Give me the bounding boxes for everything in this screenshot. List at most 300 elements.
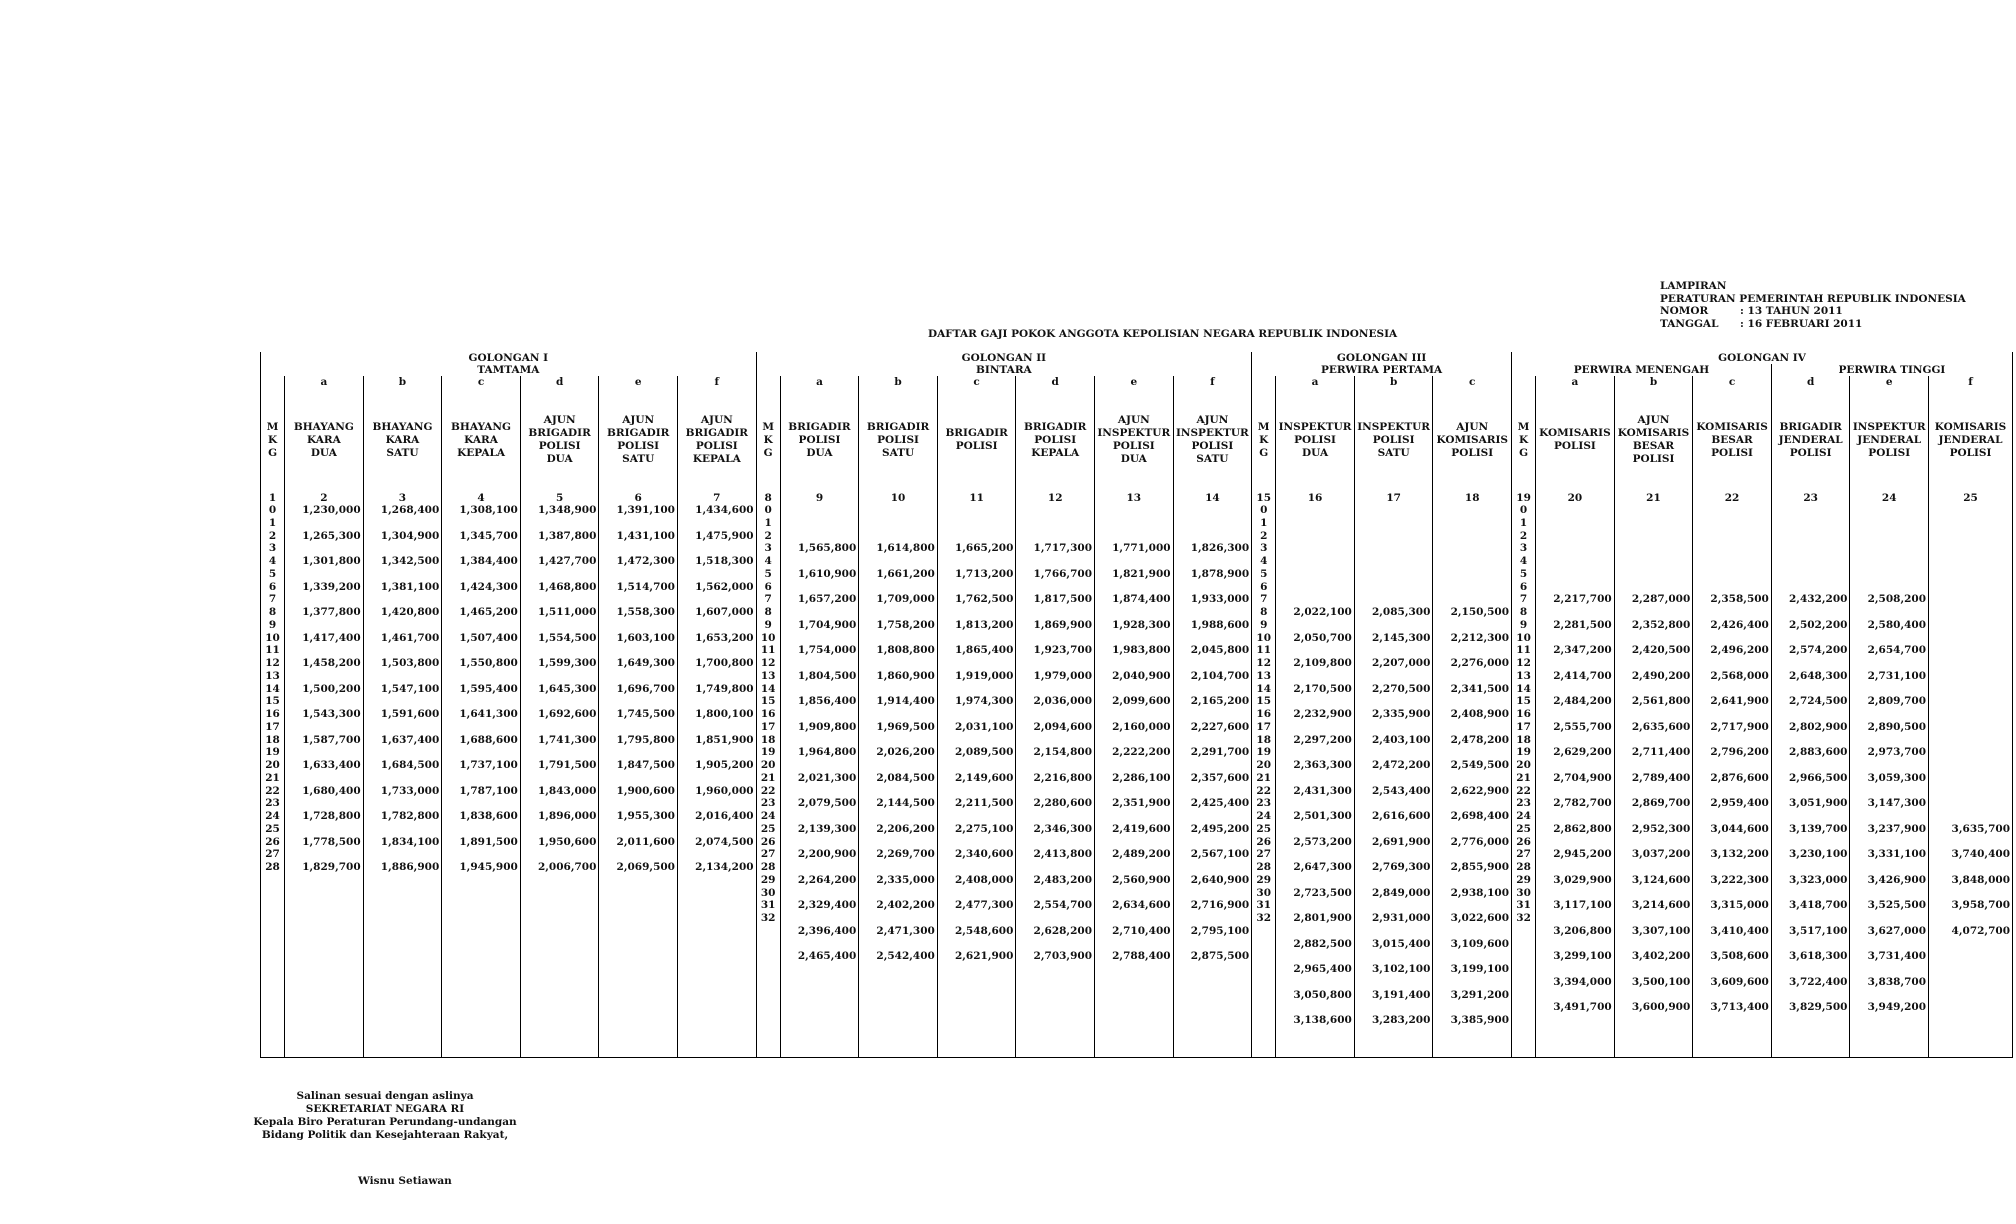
salary-value: 1,339,200 (302, 580, 361, 593)
salary-value: 1,461,700 (380, 631, 440, 644)
gol-i-salary-column (442, 504, 521, 1058)
salary-value: 2,875,500 (1190, 950, 1250, 963)
mkg-value: 0 (268, 504, 277, 516)
salary-value: 1,817,500 (1033, 593, 1092, 606)
salary-value: 3,029,900 (1553, 873, 1612, 886)
salary-value: 2,232,900 (1293, 708, 1352, 721)
salary-value: 2,483,200 (1033, 873, 1092, 886)
mkg-value: 18 (1516, 733, 1531, 746)
mkg-value: 6 (1519, 580, 1528, 593)
salary-value: 1,945,900 (459, 861, 518, 873)
mkg-value: 27 (1256, 848, 1272, 861)
salary-value: 1,709,000 (876, 593, 935, 606)
salary-value: 2,036,000 (1033, 695, 1092, 708)
mkg-value: 18 (760, 733, 776, 746)
mkg-value: 5 (764, 567, 772, 580)
salary-value: 1,851,900 (695, 733, 754, 746)
mkg-value: 13 (265, 669, 280, 682)
salary-value: 3,731,400 (1867, 950, 1927, 963)
salary-value: 2,269,700 (876, 848, 935, 861)
mkg-value: 10 (760, 631, 776, 644)
salary-value: 1,503,800 (380, 657, 440, 669)
salary-value: 1,554,500 (537, 631, 597, 644)
mkg-value: 19 (1516, 746, 1531, 759)
mkg-value: 32 (1516, 912, 1531, 924)
salary-value: 3,307,100 (1631, 924, 1691, 937)
mkg-value: 27 (265, 848, 280, 861)
mkg-value: 10 (1516, 631, 1531, 644)
mkg-value: 10 (265, 631, 280, 644)
perwira-pertama-header: PERWIRA PERTAMA (1252, 364, 1512, 376)
salary-value: 2,876,600 (1710, 771, 1769, 784)
salary-value: 2,408,900 (1450, 708, 1510, 720)
salary-value: 1,762,500 (954, 593, 1014, 606)
mkg-value: 30 (1516, 886, 1531, 899)
gol-ii-col-letter: c (937, 376, 1016, 388)
salary-value: 2,006,700 (537, 861, 597, 873)
tanggal-label: TANGGAL (1660, 317, 1719, 330)
mkg-value: 25 (265, 822, 280, 835)
salary-value: 3,139,700 (1788, 822, 1848, 835)
gol-ii-rank-header: BRIGADIR POLISI KEPALA (1016, 388, 1095, 492)
salary-value: 2,413,800 (1033, 848, 1092, 861)
salary-value: 1,641,300 (459, 708, 518, 720)
mkg-value: 12 (1256, 657, 1272, 669)
salary-value: 3,291,200 (1450, 988, 1510, 1001)
mkg-value: 8 (764, 606, 772, 618)
mkg-value: 23 (265, 797, 280, 810)
salary-value: 2,329,400 (797, 899, 857, 912)
salary-value: 2,647,300 (1293, 861, 1352, 874)
salary-value: 3,230,100 (1788, 848, 1848, 861)
salary-value: 2,165,200 (1190, 695, 1250, 708)
salary-value: 2,286,100 (1112, 771, 1171, 784)
salary-value: 2,628,200 (1033, 924, 1092, 937)
gol-ii-rank-header: AJUN INSPEKTUR POLISI DUA (1095, 388, 1174, 492)
salary-value: 2,149,600 (954, 771, 1014, 784)
mkg-value: 29 (1516, 873, 1531, 886)
salary-value: 3,222,300 (1710, 873, 1769, 886)
salary-value: 1,653,200 (695, 631, 754, 644)
salary-value: 2,217,700 (1553, 593, 1612, 606)
salary-value: 2,346,300 (1033, 822, 1092, 835)
salary-value: 2,426,400 (1710, 618, 1769, 631)
mkg-value: 22 (265, 784, 280, 797)
salary-value: 1,301,800 (302, 555, 361, 567)
salary-value: 2,966,500 (1788, 771, 1848, 784)
salary-value: 2,648,300 (1788, 669, 1848, 682)
mkg-value: 7 (1260, 593, 1268, 606)
gol-ii-col-letter: e (1095, 376, 1174, 388)
mkg-value: 31 (760, 899, 776, 912)
bidang-line: Bidang Politik dan Kesejahteraan Rakyat, (261, 1129, 509, 1141)
golongan-i-header: GOLONGAN I (261, 352, 757, 364)
salary-value: 1,458,200 (302, 657, 361, 669)
mkg-value: 24 (1516, 810, 1531, 822)
salary-value: 1,771,000 (1112, 542, 1171, 555)
salary-value: 2,573,200 (1293, 835, 1352, 848)
mkg-value: 11 (265, 644, 280, 657)
salary-value: 3,199,100 (1450, 963, 1510, 975)
salary-value: 2,484,200 (1553, 695, 1612, 708)
salary-value: 4,072,700 (1951, 924, 2010, 937)
salary-value: 2,477,300 (954, 899, 1014, 912)
gol-i-col-number: 2 (285, 492, 364, 504)
mkg-value: 31 (1516, 899, 1531, 912)
salary-value: 1,860,900 (876, 669, 935, 682)
salary-value: 2,465,400 (797, 950, 857, 963)
salary-value: 3,525,500 (1867, 899, 1927, 912)
salary-value: 2,031,100 (954, 720, 1014, 733)
salary-value: 3,124,600 (1631, 873, 1691, 886)
gol-ii-salary-column (859, 504, 938, 1058)
salary-value: 1,733,000 (380, 784, 440, 797)
mkg-value: 26 (1256, 835, 1272, 848)
salary-value: 1,591,600 (380, 708, 440, 720)
salary-value: 1,692,600 (537, 708, 597, 720)
gol-iii-rank-header: INSPEKTUR POLISI SATU (1354, 388, 1433, 492)
salary-value: 1,434,600 (695, 504, 754, 516)
mkg-value: 3 (1519, 542, 1528, 555)
salary-value: 2,716,900 (1190, 899, 1250, 912)
salary-value: 2,276,000 (1450, 657, 1510, 669)
salary-value: 2,952,300 (1631, 822, 1691, 835)
empty-spacer (1276, 504, 1354, 593)
salary-value: 1,829,700 (302, 861, 361, 873)
salary-value: 2,629,200 (1553, 746, 1612, 759)
gol-ii-mkg-letter-blank (756, 376, 780, 388)
salary-value: 3,050,800 (1293, 988, 1352, 1001)
salary-value: 2,281,500 (1553, 618, 1612, 631)
golongan-iv-header: GOLONGAN IV (1512, 352, 2013, 364)
salary-value: 2,134,200 (695, 861, 754, 873)
mkg-value: 9 (764, 618, 772, 631)
salary-value: 1,856,400 (797, 695, 857, 708)
gol-ii-col-letter: d (1016, 376, 1095, 388)
empty-spacer (1174, 504, 1252, 542)
mkg-value: 25 (760, 822, 776, 835)
salary-value: 1,766,700 (1033, 567, 1092, 580)
salary-value: 2,622,900 (1450, 784, 1510, 797)
gol-iv-salary-column (1929, 504, 2013, 1058)
gol-ii-salary-column (780, 504, 859, 1058)
mkg-value: 16 (265, 708, 280, 720)
salary-value: 1,610,900 (797, 567, 857, 580)
salary-value: 1,696,700 (616, 682, 675, 695)
mkg-value: 4 (1519, 555, 1528, 567)
salary-value: 1,427,700 (537, 555, 597, 567)
mkg-value: 22 (760, 784, 776, 797)
salary-value: 3,051,900 (1788, 797, 1848, 810)
salary-value: 3,722,400 (1788, 975, 1848, 988)
salary-value: 3,402,200 (1631, 950, 1691, 963)
salary-value: 1,507,400 (459, 631, 518, 644)
salary-value: 2,227,600 (1190, 720, 1250, 733)
salary-value: 2,419,600 (1112, 822, 1171, 835)
salary-value: 2,711,400 (1631, 746, 1691, 759)
salary-value: 1,914,400 (876, 695, 935, 708)
salary-value: 2,211,500 (954, 797, 1014, 810)
salary-value: 3,385,900 (1450, 1014, 1510, 1026)
salary-value: 3,044,600 (1710, 822, 1769, 835)
salary-value: 2,568,000 (1710, 669, 1769, 682)
salary-value: 2,026,200 (876, 746, 935, 759)
salary-value: 2,270,500 (1371, 682, 1431, 695)
salary-value: 2,045,800 (1190, 644, 1250, 657)
gol-i-rank-header: BHAYANG KARA KEPALA (442, 388, 521, 492)
salary-value: 1,342,500 (380, 555, 440, 567)
salary-value: 1,565,800 (797, 542, 857, 555)
salary-value: 2,801,900 (1293, 912, 1352, 925)
salary-value: 3,829,500 (1788, 1001, 1848, 1014)
salary-value: 3,323,000 (1788, 873, 1848, 886)
mkg-value: 19 (760, 746, 776, 759)
gol-iv-rank-header: KOMISARIS JENDERAL POLISI (1929, 388, 2013, 492)
gol-iv-salary-column (1614, 504, 1693, 1058)
gol-i-col-number: 6 (599, 492, 678, 504)
salary-value: 1,974,300 (954, 695, 1014, 708)
salary-value: 1,834,100 (380, 835, 440, 848)
mkg-value: 7 (268, 593, 277, 606)
gol-i-salary-column (520, 504, 599, 1058)
salary-value: 3,848,000 (1951, 873, 2010, 886)
salary-value: 1,637,400 (380, 733, 440, 746)
mkg-value: 27 (760, 848, 776, 861)
mkg-value: 24 (1256, 810, 1272, 822)
salary-value: 2,882,500 (1293, 937, 1352, 950)
salary-value: 2,340,600 (954, 848, 1014, 861)
salary-value: 1,960,000 (695, 784, 754, 797)
salary-value: 2,425,400 (1190, 797, 1250, 810)
salary-value: 2,207,000 (1371, 657, 1431, 669)
mkg-value: 16 (1256, 708, 1272, 720)
mkg-value: 23 (760, 797, 776, 810)
salary-value: 1,518,300 (695, 555, 754, 567)
salary-value: 2,654,700 (1867, 644, 1927, 657)
mkg-value: 5 (1260, 567, 1268, 580)
salary-value: 3,015,400 (1371, 937, 1431, 950)
salary-value: 3,022,600 (1450, 912, 1510, 924)
salary-value: 2,574,200 (1788, 644, 1848, 657)
salary-value: 3,037,200 (1631, 848, 1691, 861)
salary-value: 1,964,800 (797, 746, 857, 759)
salary-value: 1,424,300 (459, 580, 518, 593)
salary-value: 1,657,200 (797, 593, 857, 606)
salary-value: 1,680,400 (302, 784, 361, 797)
gol-ii-rank-header: AJUN INSPEKTUR POLISI SATU (1173, 388, 1252, 492)
gol-iv-mkg-letter-blank (1512, 376, 1536, 388)
mkg-value: 11 (1256, 644, 1272, 657)
salary-value: 1,614,800 (876, 542, 935, 555)
gol-iv-salary-column (1850, 504, 1929, 1058)
mkg-value: 17 (760, 720, 776, 733)
salary-value: 3,618,300 (1788, 950, 1848, 963)
salary-value: 2,264,200 (797, 873, 857, 886)
gol-i-col-letter: e (599, 376, 678, 388)
mkg-value: 2 (1519, 529, 1528, 542)
mkg-value: 26 (1516, 835, 1531, 848)
gol-i-rank-header: AJUN BRIGADIR POLISI SATU (599, 388, 678, 492)
salary-value: 1,475,900 (695, 529, 754, 542)
salary-value: 2,855,900 (1450, 861, 1510, 873)
salary-value: 1,869,900 (1033, 618, 1092, 631)
gol-iii-salary-column (1354, 504, 1433, 1058)
salary-value: 2,021,300 (797, 771, 857, 784)
salary-value: 1,905,200 (695, 759, 754, 771)
salary-value: 2,502,200 (1788, 618, 1848, 631)
salary-value: 3,949,200 (1867, 1001, 1927, 1014)
salary-value: 1,955,300 (616, 810, 675, 822)
salary-value: 1,704,900 (797, 618, 857, 631)
salary-value: 1,737,100 (459, 759, 518, 771)
mkg-value: 14 (760, 682, 776, 695)
salary-value: 3,627,000 (1867, 924, 1927, 937)
salary-value: 2,567,100 (1190, 848, 1250, 861)
gol-ii-col-letter: a (780, 376, 859, 388)
mkg-value: 3 (764, 542, 772, 555)
mkg-value: 17 (265, 720, 280, 733)
salary-value: 2,432,200 (1788, 593, 1848, 606)
salary-value: 1,230,000 (302, 504, 361, 516)
gol-iv-col-letter: f (1929, 376, 2013, 388)
gol-iv-col-number: 22 (1693, 492, 1772, 504)
salary-value: 2,616,600 (1371, 810, 1431, 822)
mkg-value: 9 (1519, 618, 1528, 631)
gol-iii-col-number: 16 (1276, 492, 1355, 504)
salary-value: 1,547,100 (380, 682, 440, 695)
salary-value: 1,909,800 (797, 720, 857, 733)
gol-iv-mkg-column (1512, 504, 1536, 1058)
salary-value: 1,684,500 (380, 759, 440, 771)
mkg-value: 13 (1516, 669, 1531, 682)
mkg-value: 4 (764, 555, 772, 567)
gol-iv-col-letter: d (1771, 376, 1850, 388)
salary-value: 2,074,500 (695, 835, 754, 848)
gol-ii-col-number: 11 (937, 492, 1016, 504)
mkg-value: 7 (1519, 593, 1528, 606)
salary-value: 3,394,000 (1553, 975, 1612, 988)
mkg-value: 22 (1516, 784, 1531, 797)
mkg-value: 30 (760, 886, 776, 899)
salary-value: 1,465,200 (459, 606, 518, 618)
salary-value: 1,595,400 (459, 682, 518, 695)
perwira-tinggi-header: PERWIRA TINGGI (1771, 364, 2012, 376)
salary-value: 2,347,200 (1553, 644, 1612, 657)
mkg-value: 21 (1256, 771, 1272, 784)
salary-value: 2,420,500 (1631, 644, 1691, 657)
gol-i-mkg-header: M K G (261, 388, 285, 492)
empty-spacer (1016, 504, 1094, 542)
salary-value: 1,896,000 (537, 810, 597, 822)
salary-value: 2,351,900 (1112, 797, 1171, 810)
salary-value: 1,843,000 (537, 784, 597, 797)
mkg-value: 3 (1260, 542, 1268, 555)
nomor-value: : 13 TAHUN 2011 (1740, 305, 1843, 317)
salary-value: 2,358,500 (1710, 593, 1769, 606)
salary-value: 2,040,900 (1112, 669, 1171, 682)
gol-i-salary-column (599, 504, 678, 1058)
gol-iii-mkg-header: M K G (1252, 388, 1276, 492)
tanggal-value: : 16 FEBRUARI 2011 (1740, 317, 1863, 330)
salary-value: 2,396,400 (797, 924, 857, 937)
gol-iii-col-letter: c (1433, 376, 1512, 388)
mkg-value: 23 (1256, 797, 1272, 810)
salary-value: 2,139,300 (797, 822, 857, 835)
salary-value: 2,297,200 (1293, 733, 1352, 746)
salary-value: 1,838,600 (459, 810, 518, 822)
gol-iv-rank-header: AJUN KOMISARIS BESAR POLISI (1614, 388, 1693, 492)
salary-value: 2,691,900 (1371, 835, 1431, 848)
empty-spacer (1693, 504, 1771, 593)
salary-value: 1,268,400 (380, 504, 440, 516)
mkg-value: 0 (764, 504, 772, 516)
mkg-value: 20 (265, 759, 280, 771)
mkg-value: 3 (268, 542, 277, 555)
salary-value: 2,280,600 (1033, 797, 1092, 810)
gol-ii-rank-header: BRIGADIR POLISI DUA (780, 388, 859, 492)
salary-value: 3,132,200 (1710, 848, 1769, 861)
mkg-value: 16 (1516, 708, 1531, 720)
mkg-value: 1 (764, 516, 772, 529)
salary-value: 2,489,200 (1112, 848, 1171, 861)
gol-i-mkg-col-number: 1 (261, 492, 285, 504)
empty-spacer (1536, 504, 1614, 593)
peraturan-label: PERATURAN PEMERINTAH REPUBLIK INDONESIA (1660, 292, 1966, 305)
gol-iv-col-letter: b (1614, 376, 1693, 388)
salary-value: 3,206,800 (1553, 924, 1612, 937)
empty-spacer (1850, 504, 1928, 593)
salary-value: 2,495,200 (1190, 822, 1250, 835)
perwira-menengah-header: PERWIRA MENENGAH (1512, 364, 1772, 376)
salary-value: 1,417,400 (302, 631, 361, 644)
salary-value: 2,431,300 (1293, 784, 1352, 797)
salary-value: 2,634,600 (1112, 899, 1171, 912)
gol-ii-col-number: 14 (1173, 492, 1252, 504)
gol-i-salary-column (363, 504, 442, 1058)
salary-value: 3,214,600 (1631, 899, 1691, 912)
mkg-value: 27 (1516, 848, 1531, 861)
salary-value: 2,795,100 (1190, 924, 1250, 937)
salary-value: 1,878,900 (1190, 567, 1250, 580)
salary-value: 3,600,900 (1631, 1001, 1691, 1014)
salary-value: 3,740,400 (1951, 848, 2010, 861)
salary-value: 3,508,600 (1710, 950, 1769, 963)
salary-value: 3,102,100 (1371, 963, 1431, 975)
mkg-value: 32 (760, 912, 776, 924)
salary-value: 1,988,600 (1190, 618, 1250, 631)
salary-value: 2,403,100 (1371, 733, 1431, 746)
sekretariat-line: SEKRETARIAT NEGARA RI (305, 1103, 465, 1115)
salary-value: 2,862,800 (1553, 822, 1612, 835)
gol-iii-mkg-col-number: 15 (1252, 492, 1276, 504)
salary-value: 2,703,900 (1033, 950, 1092, 963)
mkg-value: 20 (1256, 759, 1272, 771)
salary-value: 1,758,200 (876, 618, 935, 631)
salary-value: 1,749,800 (695, 682, 754, 695)
gol-i-rank-header: BHAYANG KARA SATU (363, 388, 442, 492)
salary-value: 1,649,300 (616, 657, 675, 669)
salary-value: 2,548,600 (954, 924, 1014, 937)
salary-value: 1,387,800 (537, 529, 597, 542)
salary-value: 2,170,500 (1293, 682, 1352, 695)
empty-spacer (1929, 504, 2012, 823)
mkg-value: 15 (265, 695, 280, 708)
salinan-block (240, 1090, 530, 1142)
gol-i-rank-header: BHAYANG KARA DUA (285, 388, 364, 492)
gol-iii-mkg-column (1252, 504, 1276, 1058)
salary-value: 2,109,800 (1293, 657, 1352, 670)
salary-value: 1,308,100 (459, 504, 518, 516)
